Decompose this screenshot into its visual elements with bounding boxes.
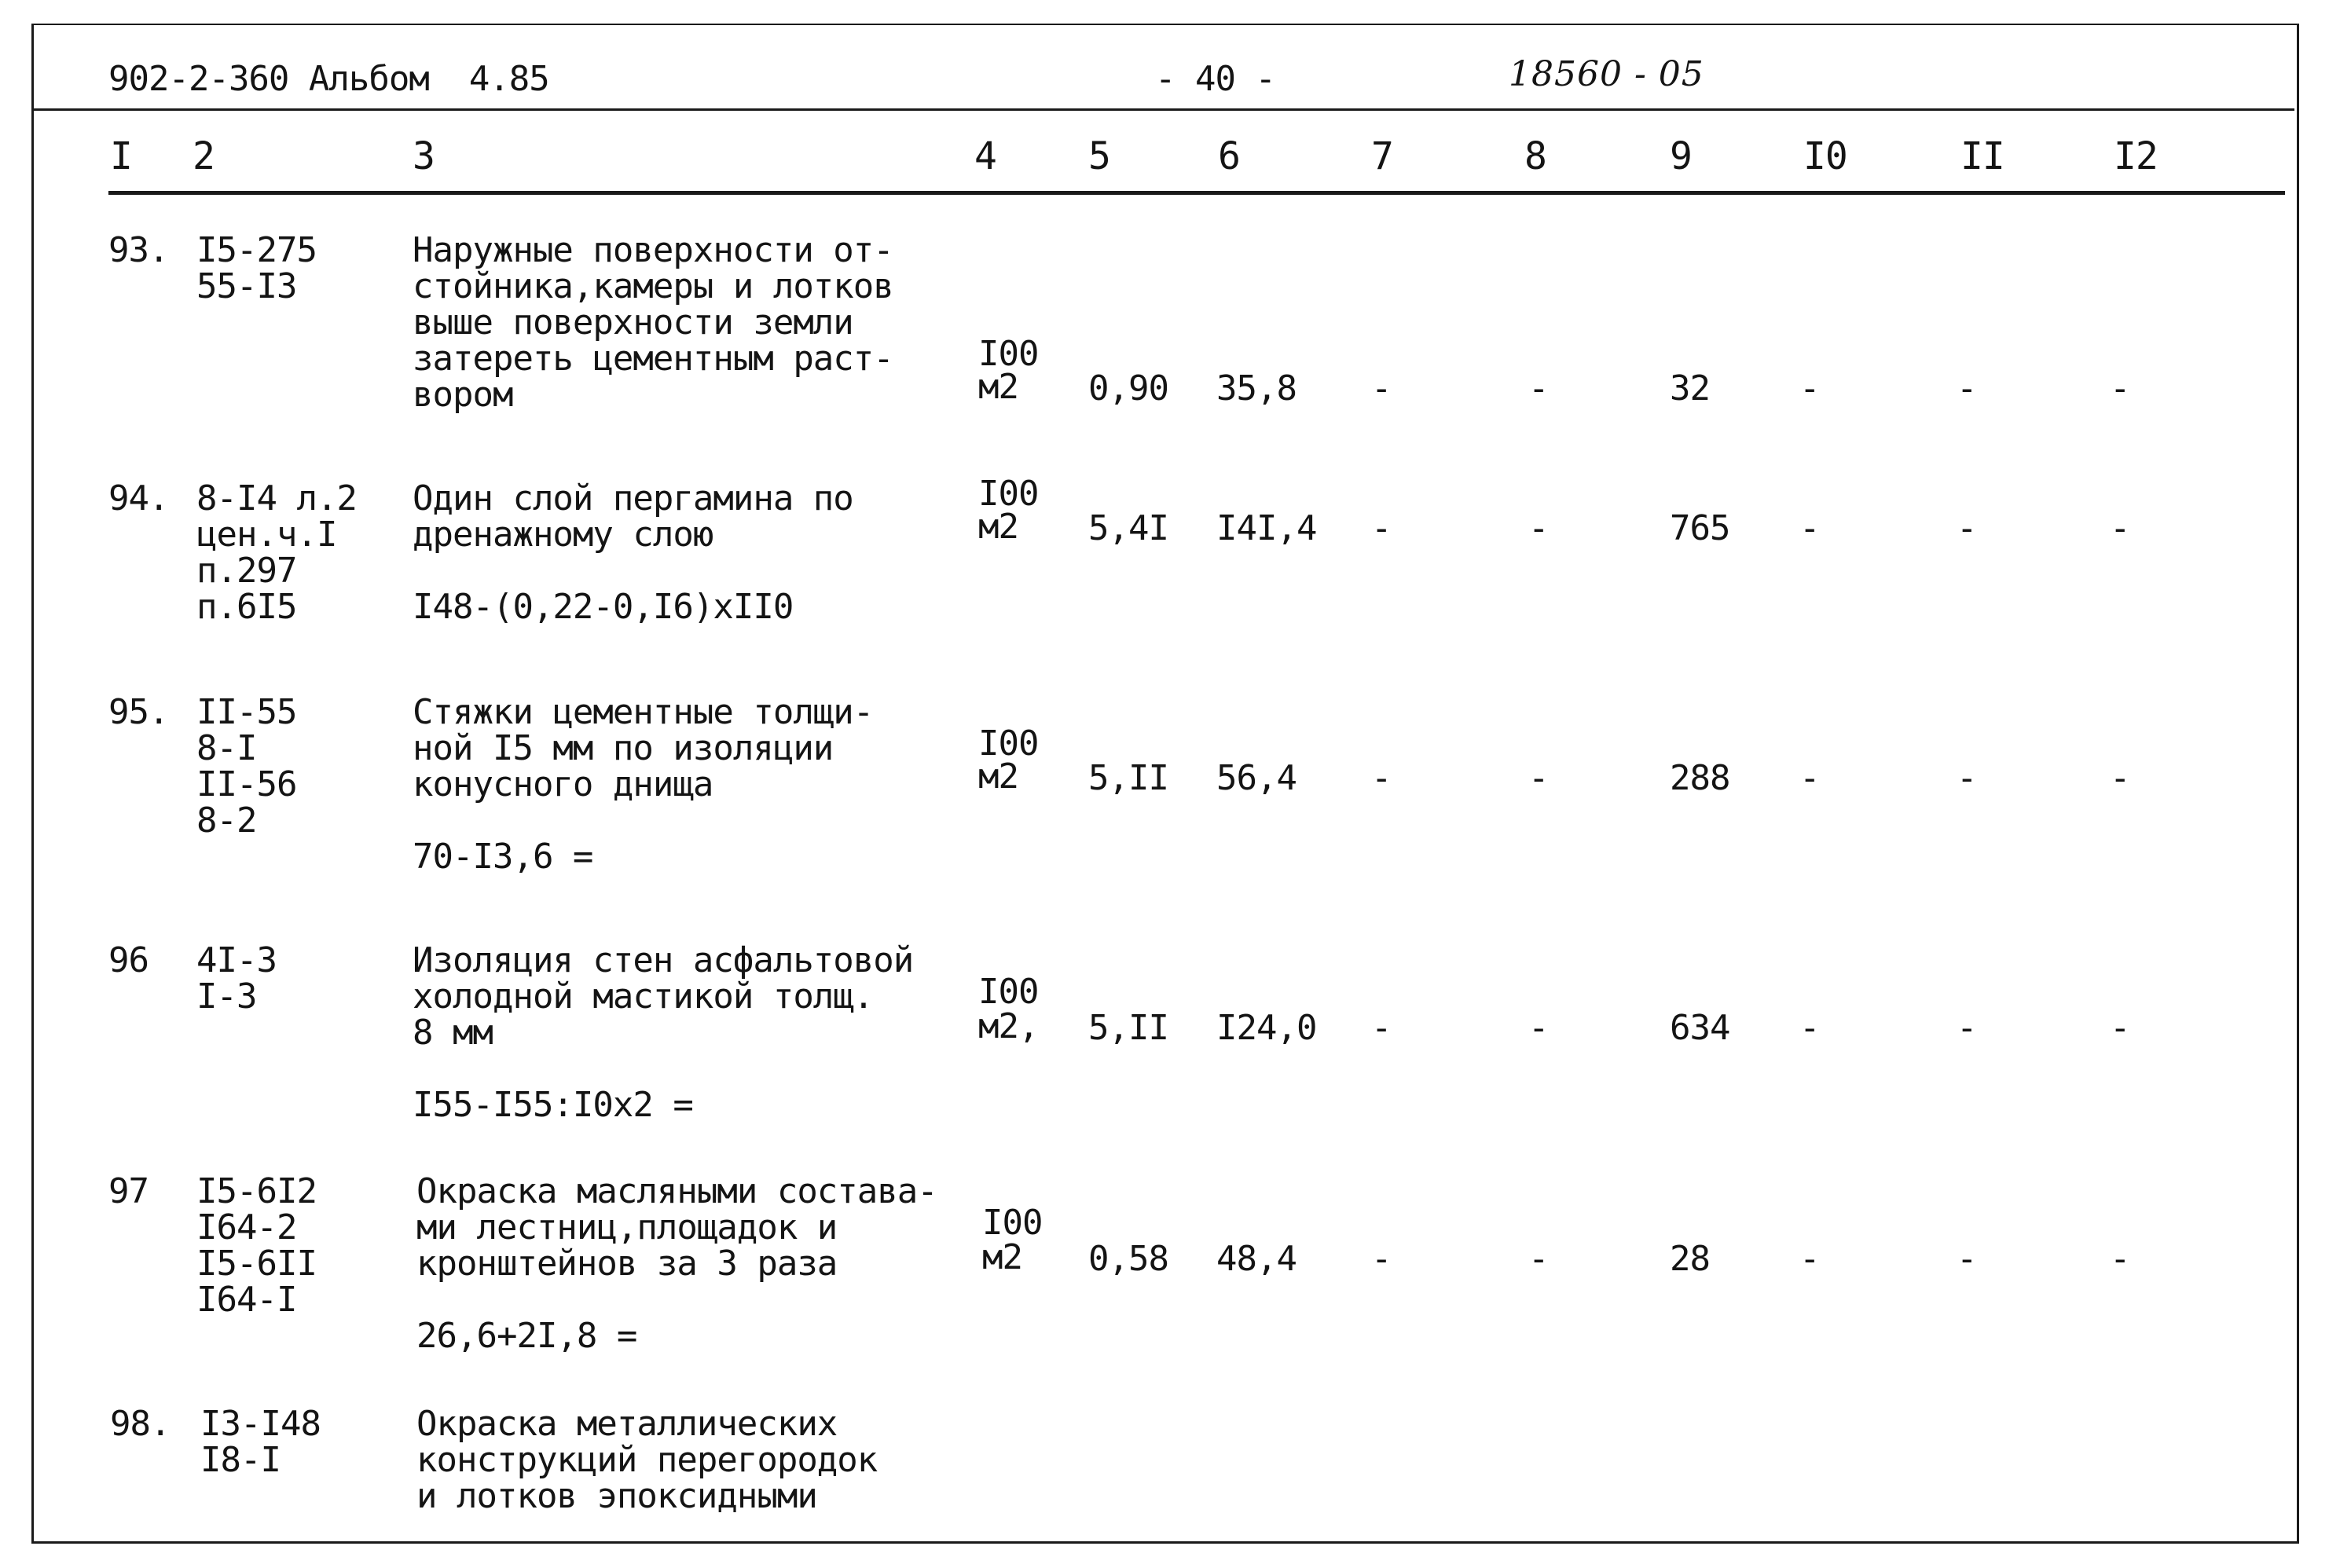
norm-code: 8-I4 л.2 <box>196 478 357 518</box>
unit-price: I24,0 <box>1216 1008 1317 1048</box>
column-header-divider <box>108 191 2285 195</box>
cell-col-12: - <box>2110 758 2130 798</box>
norm-code: I5-6I2 <box>196 1171 317 1211</box>
document-reference: 902-2-360 Альбом 4.85 <box>108 59 549 99</box>
page-number: - 40 - <box>1155 59 1275 99</box>
cell-col-8: - <box>1528 758 1549 798</box>
calculation-formula: I48-(0,22-0,I6)xII0 <box>413 587 794 627</box>
cell-col-9: 288 <box>1670 758 1730 798</box>
column-header-4: 4 <box>974 134 996 178</box>
column-header-12: I2 <box>2114 134 2158 178</box>
norm-code: п.6I5 <box>196 587 297 627</box>
cell-col-10: - <box>1799 758 1820 798</box>
cell-col-12: - <box>2110 368 2130 408</box>
unit: м2 <box>978 757 1018 797</box>
cell-col-12: - <box>2110 1239 2130 1279</box>
cell-col-11: - <box>1957 1239 1977 1279</box>
norm-code: 8-2 <box>196 800 257 841</box>
norm-code: I64-2 <box>196 1207 297 1247</box>
norm-code: II-55 <box>196 692 297 732</box>
handwritten-stamp: 18560 - 05 <box>1509 54 1704 94</box>
norm-code: 4I-3 <box>196 940 277 980</box>
calculation-formula: I55-I55:I0x2 = <box>413 1085 693 1125</box>
header-divider <box>33 108 2294 111</box>
cell-col-7: - <box>1371 1008 1392 1048</box>
cell-col-12: - <box>2110 508 2130 548</box>
column-header-1: I <box>110 134 132 178</box>
column-header-9: 9 <box>1670 134 1692 178</box>
norm-code: цен.ч.I <box>196 515 337 555</box>
unit: I00 <box>978 334 1039 374</box>
cell-col-11: - <box>1957 1008 1977 1048</box>
unit: I00 <box>982 1203 1043 1243</box>
column-header-2: 2 <box>193 134 215 178</box>
unit: I00 <box>978 474 1039 514</box>
norm-code: I-3 <box>196 976 257 1017</box>
cell-col-12: - <box>2110 1008 2130 1048</box>
cell-col-8: - <box>1528 1008 1549 1048</box>
description-line: конструкций перегородок <box>416 1440 878 1480</box>
column-header-10: I0 <box>1803 134 1847 178</box>
unit-price: I4I,4 <box>1216 508 1317 548</box>
description-line: Окраска масляными состава- <box>416 1171 937 1211</box>
cell-col-7: - <box>1371 368 1392 408</box>
unit: м2 <box>978 507 1018 547</box>
description-line: стойника,камеры и лотков <box>413 266 893 306</box>
row-number: 96 <box>108 940 149 980</box>
norm-code: 55-I3 <box>196 266 297 306</box>
norm-code: I5-275 <box>196 230 317 270</box>
norm-code: I8-I <box>200 1440 281 1480</box>
cell-col-7: - <box>1371 508 1392 548</box>
row-number: 95. <box>108 692 169 732</box>
description-line: ми лестниц,площадок и <box>416 1207 838 1247</box>
quantity: 5,II <box>1088 758 1168 798</box>
calculation-formula: 70-I3,6 = <box>413 837 593 877</box>
unit: м2 <box>978 367 1018 407</box>
norm-code: II-56 <box>196 764 297 804</box>
row-number: 94. <box>108 478 169 518</box>
unit: I00 <box>978 724 1039 764</box>
column-header-8: 8 <box>1524 134 1546 178</box>
cell-col-9: 28 <box>1670 1239 1710 1279</box>
cell-col-11: - <box>1957 508 1977 548</box>
cell-col-9: 765 <box>1670 508 1730 548</box>
description-line: и лотков эпоксидными <box>416 1476 817 1516</box>
cell-col-11: - <box>1957 758 1977 798</box>
unit: I00 <box>978 972 1039 1012</box>
unit-price: 35,8 <box>1216 368 1297 408</box>
calculation-formula: 26,6+2I,8 = <box>416 1316 637 1356</box>
cell-col-10: - <box>1799 508 1820 548</box>
quantity: 0,90 <box>1088 368 1168 408</box>
description-line: Стяжки цементные толщи- <box>413 692 874 732</box>
quantity: 5,4I <box>1088 508 1168 548</box>
description-line: выше поверхности земли <box>413 302 853 343</box>
quantity: 0,58 <box>1088 1239 1168 1279</box>
description-line: Наружные поверхности от- <box>413 230 893 270</box>
cell-col-10: - <box>1799 368 1820 408</box>
unit: м2 <box>982 1237 1022 1277</box>
cell-col-10: - <box>1799 1008 1820 1048</box>
description-line: вором <box>413 375 513 415</box>
description-line: ной I5 мм по изоляции <box>413 728 834 768</box>
unit-price: 48,4 <box>1216 1239 1297 1279</box>
cell-col-7: - <box>1371 758 1392 798</box>
description-line: 8 мм <box>413 1013 493 1053</box>
cell-col-9: 32 <box>1670 368 1710 408</box>
column-header-7: 7 <box>1371 134 1393 178</box>
description-line: Изоляция стен асфальтовой <box>413 940 914 980</box>
cell-col-8: - <box>1528 508 1549 548</box>
column-header-11: II <box>1960 134 2004 178</box>
norm-code: п.297 <box>196 551 297 591</box>
row-number: 97 <box>108 1171 149 1211</box>
description-line: Один слой пергамина по <box>413 478 853 518</box>
unit: м2, <box>978 1006 1039 1046</box>
description-line: холодной мастикой толщ. <box>413 976 874 1017</box>
cell-col-8: - <box>1528 368 1549 408</box>
cell-col-7: - <box>1371 1239 1392 1279</box>
quantity: 5,II <box>1088 1008 1168 1048</box>
norm-code: I64-I <box>196 1280 297 1320</box>
unit-price: 56,4 <box>1216 758 1297 798</box>
cell-col-10: - <box>1799 1239 1820 1279</box>
cell-col-11: - <box>1957 368 1977 408</box>
norm-code: I5-6II <box>196 1244 317 1284</box>
description-line: конусного днища <box>413 764 713 804</box>
column-header-6: 6 <box>1218 134 1240 178</box>
row-number: 93. <box>108 230 169 270</box>
description-line: дренажному слою <box>413 515 713 555</box>
description-line: затереть цементным раст- <box>413 339 893 379</box>
cell-col-8: - <box>1528 1239 1549 1279</box>
cell-col-9: 634 <box>1670 1008 1730 1048</box>
column-header-3: 3 <box>413 134 435 178</box>
row-number: 98. <box>110 1404 171 1444</box>
description-line: кронштейнов за 3 раза <box>416 1244 838 1284</box>
column-header-5: 5 <box>1088 134 1110 178</box>
norm-code: 8-I <box>196 728 257 768</box>
norm-code: I3-I48 <box>200 1404 321 1444</box>
description-line: Окраска металлических <box>416 1404 838 1444</box>
